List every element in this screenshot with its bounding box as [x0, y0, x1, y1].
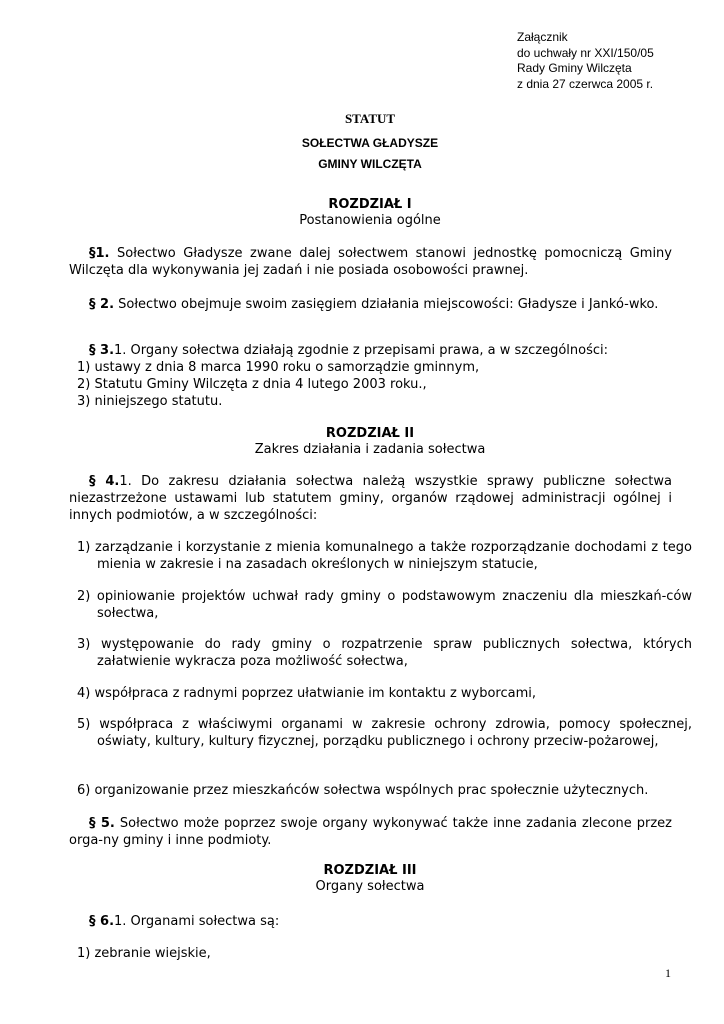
paragraph-number: § 5.	[89, 816, 115, 831]
paragraph-text: Sołectwo obejmuje swoim zasięgiem działania miejscowości: Gładysze i Jankó-wko.	[114, 297, 659, 312]
chapter-subtitle: Zakres działania i zadania sołectwa	[254, 442, 486, 457]
document-title: STATUT	[344, 111, 396, 126]
paragraph-text: 1. Organy sołectwa działają zgodnie z przepisami prawa, a w szczególności:	[114, 343, 609, 358]
paragraph-5	[69, 815, 672, 849]
paragraph-text: 1. Organami sołectwa są:	[114, 914, 280, 929]
list-item: 3) niniejszego statutu.	[77, 394, 223, 409]
annex-line: do uchwały nr XXI/150/05	[517, 45, 654, 60]
paragraph-4	[69, 473, 672, 524]
document-subtitle: GMINY WILCZĘTA	[318, 157, 422, 171]
list-item: 3) występowanie do rady gminy o rozpatrzenie spraw publicznych sołectwa, których załatwienie wykracza poza możliwość sołectwa,	[77, 637, 692, 669]
chapter-subtitle: Organy sołectwa	[315, 879, 425, 894]
paragraph-number: § 2.	[89, 297, 115, 312]
paragraph-text: Sołectwo może poprzez swoje organy wykonywać także inne zadania zlecone przez orga-ny gminy i inne podmioty.	[69, 816, 672, 848]
list-item: 1) zarządzanie i korzystanie z mienia komunalnego a także rozporządzanie dochodami z tego mienia w zakresie i na zasadach określonych w niniejszym statucie,	[77, 540, 692, 572]
page-number: 1	[665, 966, 671, 980]
paragraph-number: §1.	[89, 246, 110, 261]
paragraph-number: § 6.	[89, 914, 115, 929]
list-item: 1) zebranie wiejskie,	[77, 946, 211, 961]
paragraph-text: Sołectwo Gładysze zwane dalej sołectwem stanowi jednostkę pomocniczą Gminy Wilczęta dla wykonywania jej zadań i nie posiada osobowości prawnej.	[69, 246, 672, 278]
list-item: 2) opiniowanie projektów uchwał rady gminy o podstawowym znaczeniu dla mieszkań-ców sołectwa,	[77, 589, 692, 621]
chapter-heading: ROZDZIAŁ III	[323, 863, 417, 878]
list-item: 1) ustawy z dnia 8 marca 1990 roku o samorządzie gminnym,	[77, 360, 480, 375]
chapter-heading: ROZDZIAŁ II	[325, 426, 415, 441]
chapter-subtitle: Postanowienia ogólne	[299, 213, 441, 228]
paragraph-number: § 4.	[89, 474, 120, 489]
list-item: 6) organizowanie przez mieszkańców sołectwa wspólnych prac społecznie użytecznych.	[77, 783, 649, 798]
paragraph-number: § 3.	[89, 343, 115, 358]
paragraph-1	[69, 245, 672, 279]
paragraph-6	[69, 913, 672, 930]
list-item: 4) współpraca z radnymi poprzez ułatwianie im kontaktu z wyborcami,	[77, 686, 537, 701]
annex-line: Załącznik	[517, 30, 568, 44]
annex-header	[517, 30, 654, 92]
paragraph-text: 1. Do zakresu działania sołectwa należą wszystkie sprawy publiczne sołectwa niezastrzeżone ustawami lub statutem gminy, organów rządowej administracji ogólnej i innych podmiotów, a w szczególności:	[69, 474, 672, 523]
document-subtitle: SOŁECTWA GŁADYSZE	[301, 136, 439, 150]
list-item: 5) współpraca z właściwymi organami w zakresie ochrony zdrowia, pomocy społecznej, oświaty, kultury, kultury fizycznej, porządku publicznego i ochrony przeciw-pożarowej,	[77, 717, 692, 749]
annex-line: Rady Gminy Wilczęta	[517, 61, 632, 75]
paragraph-3	[69, 342, 672, 359]
annex-line: z dnia 27 czerwca 2005 r.	[517, 76, 654, 91]
paragraph-2	[69, 296, 672, 313]
chapter-heading: ROZDZIAŁ I	[328, 197, 412, 212]
list-item: 2) Statutu Gminy Wilczęta z dnia 4 lutego 2003 roku.,	[77, 377, 427, 392]
